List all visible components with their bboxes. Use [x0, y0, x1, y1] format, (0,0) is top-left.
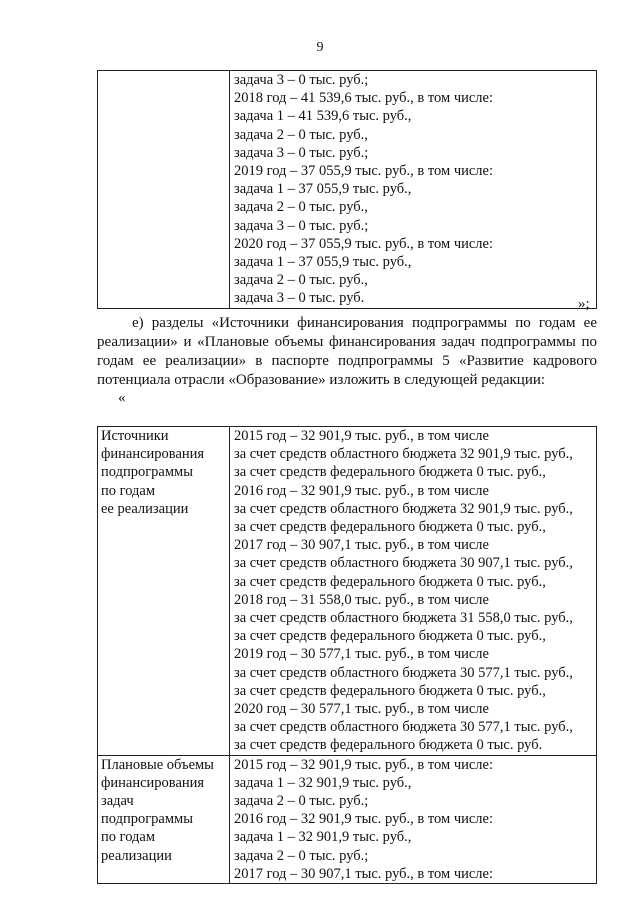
table-line: задача 3 – 0 тыс. руб.;: [234, 72, 369, 88]
table-line: 2020 год – 37 055,9 тыс. руб., в том числе:: [234, 235, 494, 252]
paragraph-text: е) разделы «Источники финансирования подпрограммы по годам ее реализации» и «Плановые объемы финансирования задач подпрограммы по годам ее реализации» в паспорте подпрограммы 5 «Развитие кадрового потенциала отрасли «Образование» изложить в следующей редакции:: [97, 315, 597, 388]
closing-quote: »;: [578, 296, 590, 312]
financing-table: [97, 426, 597, 884]
row-label-line: Плановые объемы: [101, 756, 214, 773]
table-line: задача 2 – 0 тыс. руб.;: [234, 793, 369, 810]
table-line: за счет средств областного бюджета 32 901,9 тыс. руб.,: [234, 446, 573, 463]
row-label-line: финансирования: [101, 446, 205, 463]
row-label-line: подпрограммы: [101, 811, 193, 828]
table-line: задача 1 – 41 539,6 тыс. руб.,: [234, 108, 412, 125]
table-row: [98, 755, 597, 883]
table-line: задача 2 – 0 тыс. руб.,: [234, 126, 368, 143]
table-line: за счет средств федерального бюджета 0 тыс. руб.,: [234, 573, 546, 590]
row-label-line: по годам: [101, 829, 156, 846]
table-line: 2020 год – 30 577,1 тыс. руб., в том числе: [234, 701, 489, 718]
table-line: 2015 год – 32 901,9 тыс. руб., в том числе:: [234, 756, 494, 773]
table-line: задача 2 – 0 тыс. руб.;: [234, 847, 369, 864]
row-label-line: подпрограммы: [101, 464, 193, 481]
table-cell-right: [230, 71, 597, 309]
table-cell-left: [98, 71, 230, 309]
table-line: за счет средств федерального бюджета 0 тыс. руб.,: [234, 682, 546, 699]
table-line: 2016 год – 32 901,9 тыс. руб., в том числе:: [234, 811, 494, 828]
table-line: задача 3 – 0 тыс. руб.;: [234, 144, 369, 161]
table-line: за счет средств федерального бюджета 0 тыс. руб.: [234, 737, 543, 754]
table-line: 2016 год – 32 901,9 тыс. руб., в том числе: [234, 482, 489, 499]
table-cell-left: [98, 755, 230, 883]
page-number: 9: [316, 40, 324, 55]
table-line: 2018 год – 41 539,6 тыс. руб., в том числе:: [234, 90, 494, 107]
row-label-line: реализации: [101, 847, 172, 864]
table-line: 2017 год – 30 907,1 тыс. руб., в том числе: [234, 537, 489, 554]
table-line: 2017 год – 30 907,1 тыс. руб., в том числе:: [234, 865, 494, 882]
table-row: [98, 71, 597, 309]
table-line: за счет средств федерального бюджета 0 тыс. руб.,: [234, 519, 546, 536]
table-line: задача 3 – 0 тыс. руб.;: [234, 217, 369, 234]
table-line: за счет средств федерального бюджета 0 тыс. руб.,: [234, 464, 546, 481]
table-line: за счет средств областного бюджета 30 907,1 тыс. руб.,: [234, 555, 573, 572]
table-line: задача 1 – 37 055,9 тыс. руб.,: [234, 254, 412, 271]
table-line: задача 1 – 32 901,9 тыс. руб.,: [234, 774, 412, 791]
table-line: задача 1 – 32 901,9 тыс. руб.,: [234, 829, 412, 846]
table-line: задача 3 – 0 тыс. руб.: [234, 290, 365, 307]
row-label-line: по годам: [101, 482, 156, 499]
table-cell-right: [230, 427, 597, 756]
body-paragraph: [97, 314, 597, 390]
row-label-line: Источники: [101, 428, 169, 444]
table-line: за счет средств областного бюджета 32 901,9 тыс. руб.,: [234, 500, 573, 517]
table-row: [98, 427, 597, 756]
table-line: 2019 год – 30 577,1 тыс. руб., в том числе: [234, 646, 489, 663]
table-line: задача 2 – 0 тыс. руб.,: [234, 272, 368, 289]
table-line: задача 1 – 37 055,9 тыс. руб.,: [234, 181, 412, 198]
row-label-line: ее реализации: [101, 500, 189, 517]
table-line: за счет средств областного бюджета 31 558,0 тыс. руб.,: [234, 610, 573, 627]
row-label-line: финансирования: [101, 774, 205, 791]
table-line: за счет средств областного бюджета 30 577,1 тыс. руб.,: [234, 719, 573, 736]
opening-quote: «: [118, 390, 126, 406]
financing-table-continued: [97, 70, 597, 309]
table-line: 2018 год – 31 558,0 тыс. руб., в том числе: [234, 591, 489, 608]
table-line: задача 2 – 0 тыс. руб.,: [234, 199, 368, 216]
table-line: за счет средств федерального бюджета 0 тыс. руб.,: [234, 628, 546, 645]
table-line: 2019 год – 37 055,9 тыс. руб., в том числе:: [234, 163, 494, 180]
row-label-line: задач: [101, 793, 134, 810]
table-line: 2015 год – 32 901,9 тыс. руб., в том числе: [234, 428, 489, 444]
table-line: за счет средств областного бюджета 30 577,1 тыс. руб.,: [234, 664, 573, 681]
table-cell-left: [98, 427, 230, 756]
table-cell-right: [230, 755, 597, 883]
